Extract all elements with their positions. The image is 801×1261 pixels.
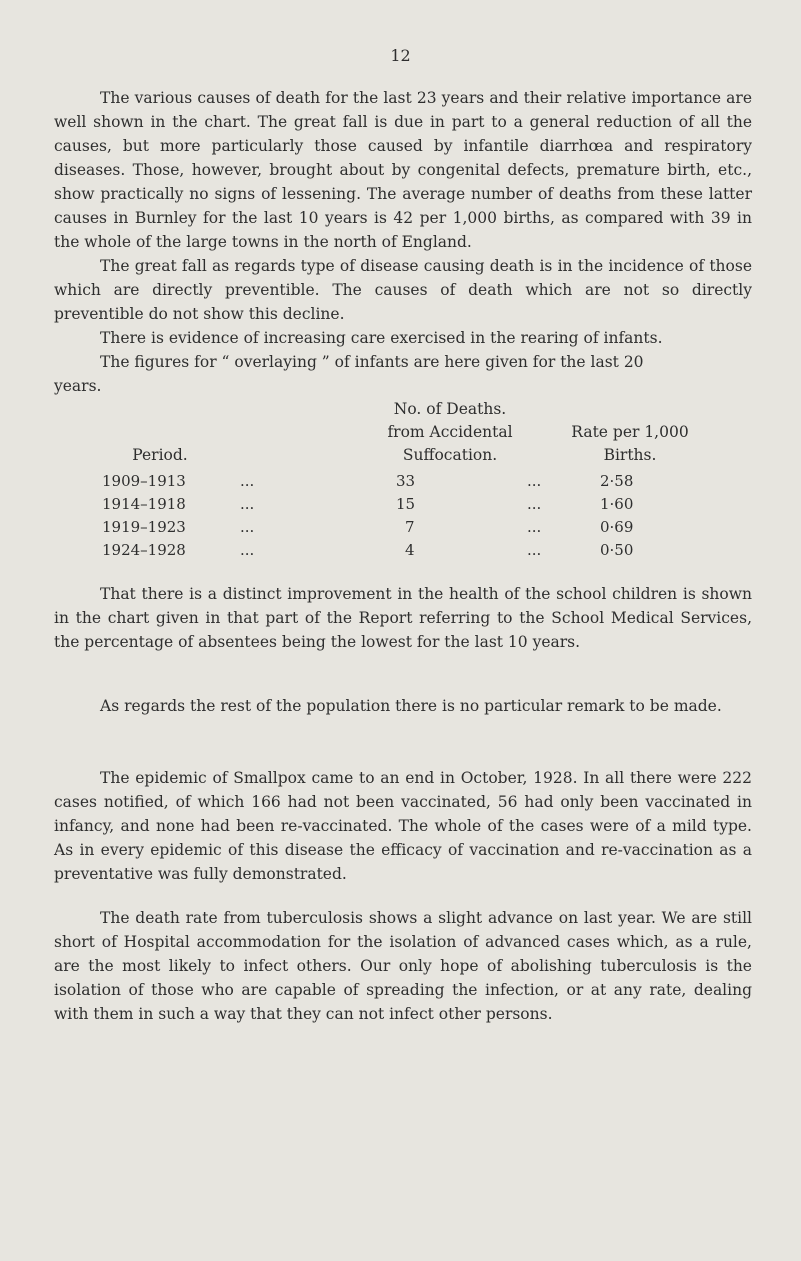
paragraph-school-children: That there is a distinct improvement in the health of the school children is shown in the chart given in that part of the Report referring to the School Medical Services, the percentage of absentees being the lowest for the last 10 years. bbox=[54, 585, 752, 651]
cell-dots: ... bbox=[527, 518, 542, 536]
cell-rate: 0·69 bbox=[600, 518, 634, 536]
cell-rate: 0·50 bbox=[600, 541, 634, 559]
paragraph-overlaying-lead: The figures for “ overlaying ” of infants are here given for the last 20 bbox=[100, 353, 644, 371]
cell-deaths: 4 bbox=[405, 541, 415, 559]
cell-period: 1914–1918 bbox=[102, 495, 186, 513]
header-rate-line2: Births. bbox=[603, 446, 657, 464]
paragraph-tuberculosis: The death rate from tuberculosis shows a slight advance on last year. We are still short of Hospital accommodation for the isolation of advanced cases which, as a rule, are the most likely to infect others. Our only hope of abolishing tuberculosis is the isolation of those who are capable of spreading the infection, or at any rate, dealing with them in such a way that they can not infect other persons. bbox=[54, 909, 752, 1023]
cell-period: 1924–1928 bbox=[102, 541, 186, 559]
paragraph-causes-of-death: The various causes of death for the last 23 years and their relative importance are well shown in the chart. The great fall is due in part to a general reduction of all the causes, but more particularly those caused by infantile diarrhœa and respiratory diseases. Those, however, brought about by congenital defects, premature birth, etc., show practically no signs of lessening. The average number of deaths from these latter causes in Burnley for the last 10 years is 42 per 1,000 births, as compared with 39 in the whole of the large towns in the north of England. bbox=[54, 89, 752, 251]
cell-dots: ... bbox=[527, 472, 542, 490]
cell-dots: ... bbox=[240, 518, 255, 536]
header-rate-line1: Rate per 1,000 bbox=[571, 423, 689, 441]
cell-dots: ... bbox=[240, 472, 255, 490]
cell-rate: 2·58 bbox=[600, 472, 634, 490]
cell-deaths: 15 bbox=[396, 495, 416, 513]
paragraph-smallpox: The epidemic of Smallpox came to an end in October, 1928. In all there were 222 cases notified, of which 166 had not been vaccinated, 56 had only been vaccinated in infancy, and none had been re-vaccinated. The whole of the cases were of a mild type. As in every epidemic of this disease the efficacy of vaccination and re-vaccination as a preventative was fully demonstrated. bbox=[54, 769, 752, 883]
paragraph-preventible-disease: The great fall as regards type of disease causing death is in the incidence of those which are directly preventible. The causes of death which are not so directly preventible do not show this decline. bbox=[54, 257, 752, 323]
cell-dots: ... bbox=[240, 495, 255, 513]
header-period: Period. bbox=[132, 446, 188, 464]
cell-deaths: 33 bbox=[396, 472, 416, 490]
header-deaths-line2: from Accidental bbox=[387, 423, 513, 441]
cell-dots: ... bbox=[527, 495, 542, 513]
header-deaths-line1: No. of Deaths. bbox=[393, 400, 507, 418]
page-number: 12 bbox=[390, 46, 411, 65]
paragraph-population: As regards the rest of the population there is no particular remark to be made. bbox=[100, 697, 722, 715]
cell-deaths: 7 bbox=[405, 518, 415, 536]
header-deaths-line3: Suffocation. bbox=[402, 446, 498, 464]
cell-period: 1909–1913 bbox=[102, 472, 186, 490]
paragraph-overlaying-cont: years. bbox=[54, 377, 102, 395]
paragraph-infant-care: There is evidence of increasing care exercised in the rearing of infants. bbox=[100, 329, 663, 347]
cell-dots: ... bbox=[240, 541, 255, 559]
cell-dots: ... bbox=[527, 541, 542, 559]
cell-period: 1919–1923 bbox=[102, 518, 186, 536]
cell-rate: 1·60 bbox=[600, 495, 634, 513]
